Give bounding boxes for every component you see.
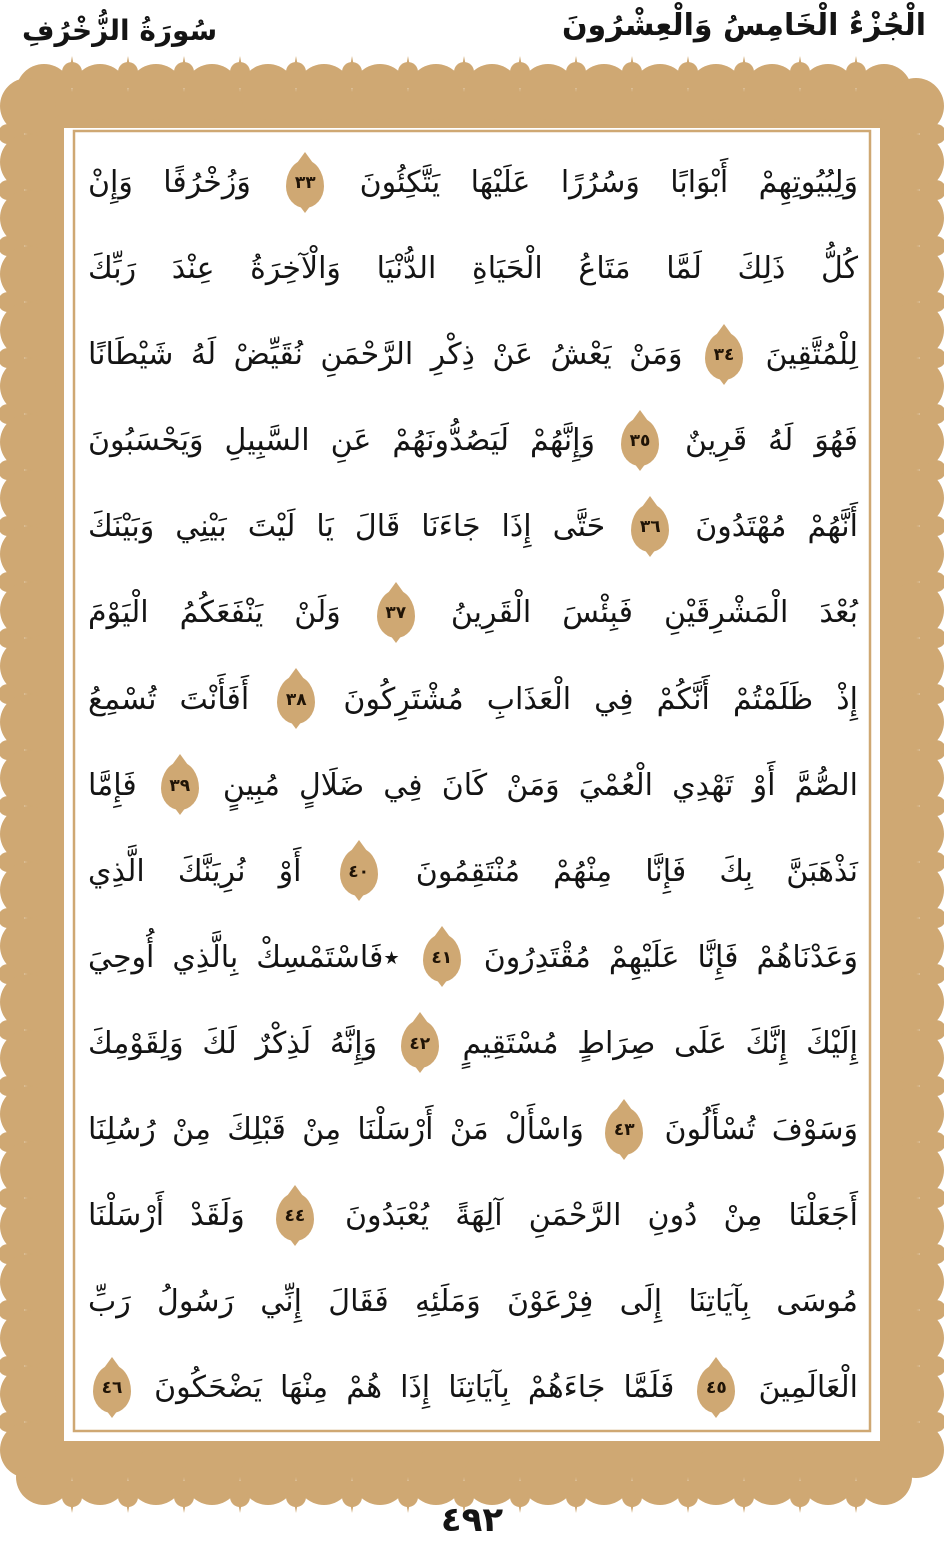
ayah-text: وَلَقَدْ أَرْسَلْنَا xyxy=(88,1198,245,1234)
quran-line xyxy=(88,829,858,915)
ayah-end-marker xyxy=(631,504,669,552)
ayah-text: كُلُّ ذَلِكَ لَمَّا مَتَاعُ الْحَيَاةِ الدُّنْيَا وَالْآخِرَةُ عِنْدَ رَبِّكَ xyxy=(88,251,858,287)
ayah-text: أَفَأَنْتَ تُسْمِعُ xyxy=(88,681,250,717)
ayah-end-marker xyxy=(377,590,415,638)
ayah-text: وَعَدْنَاهُمْ فَإِنَّا عَلَيْهِمْ مُقْتَدِرُونَ xyxy=(483,939,858,975)
quran-line xyxy=(88,1173,858,1259)
ayah-text: مُوسَى بِآيَاتِنَا إِلَى فِرْعَوْنَ وَمَلَئِهِ فَقَالَ إِنِّي رَسُولُ رَبِّ xyxy=(88,1284,858,1320)
quran-line xyxy=(88,1259,858,1345)
ayah-number: ٣٦ xyxy=(639,517,661,538)
ayah-number: ٣٤ xyxy=(713,345,735,366)
ayah-number: ٤٢ xyxy=(409,1033,431,1054)
ayah-number: ٤٦ xyxy=(101,1378,123,1399)
ayah-text: وَإِنَّهُمْ لَيَصُدُّونَهُمْ عَنِ السَّبِيلِ وَيَحْسَبُونَ xyxy=(88,423,595,459)
quran-line xyxy=(88,743,858,829)
ayah-end-marker xyxy=(705,332,743,380)
ayah-end-marker xyxy=(697,1365,735,1413)
quran-line xyxy=(88,570,858,656)
ayah-end-marker xyxy=(276,1193,314,1241)
quran-line xyxy=(88,140,858,226)
quran-line xyxy=(88,657,858,743)
ayah-end-marker xyxy=(340,848,378,896)
quran-line xyxy=(88,1087,858,1173)
ayah-number: ٣٩ xyxy=(169,775,191,796)
ayah-end-marker xyxy=(605,1107,643,1155)
juz-header: الْجُزْءُ الْخَامِسُ وَالْعِشْرُونَ xyxy=(561,8,926,43)
ayah-text: بُعْدَ الْمَشْرِقَيْنِ فَبِئْسَ الْقَرِينُ xyxy=(450,595,858,631)
ayah-number: ٣٣ xyxy=(294,173,316,193)
ayah-text: أَنَّهُمْ مُهْتَدُونَ xyxy=(695,509,858,545)
ayah-text: فَهُوَ لَهُ قَرِينٌ xyxy=(684,423,858,459)
quran-line xyxy=(88,1345,858,1431)
ayah-text: وَزُخْرُفًا وَإِنْ xyxy=(88,165,251,200)
ayah-text: إِذْ ظَلَمْتُمْ أَنَّكُمْ فِي الْعَذَابِ مُشْتَرِكُونَ xyxy=(343,681,858,717)
ayah-end-marker xyxy=(401,1020,439,1068)
ayah-text: لِلْمُتَّقِينَ xyxy=(765,337,858,373)
ayah-text: إِلَيْكَ إِنَّكَ عَلَى صِرَاطٍ مُسْتَقِيمٍ xyxy=(462,1025,858,1061)
quran-line xyxy=(88,915,858,1001)
ayah-text: الصُّمَّ أَوْ تَهْدِي الْعُمْيَ وَمَنْ كَانَ فِي ضَلَالٍ مُبِينٍ xyxy=(222,767,858,803)
ayah-text: وَلِبُيُوتِهِمْ أَبْوَابًا وَسُرُرًا عَلَيْهَا يَتَّكِئُونَ xyxy=(359,165,858,200)
ayah-text: أَجَعَلْنَا مِنْ دُونِ الرَّحْمَنِ آلِهَةً يُعْبَدُونَ xyxy=(344,1198,858,1234)
ayah-number: ٤١ xyxy=(431,947,453,968)
ayah-end-marker xyxy=(286,160,324,208)
quran-text-block xyxy=(88,140,858,1432)
ayah-number: ٤٣ xyxy=(613,1120,635,1141)
ayah-text: فَإِمَّا xyxy=(88,767,137,803)
ayah-number: ٣٨ xyxy=(285,689,307,710)
page-number: ٤٩٢ xyxy=(440,1500,504,1540)
ayah-number: ٤٠ xyxy=(348,861,370,882)
ayah-number: ٤٥ xyxy=(706,1378,727,1399)
ayah-end-marker xyxy=(277,676,315,724)
quran-line xyxy=(88,1001,858,1087)
ayah-end-marker xyxy=(93,1365,131,1413)
ayah-text: أَوْ نُرِيَنَّكَ الَّذِي xyxy=(88,853,302,889)
quran-line xyxy=(88,226,858,312)
quran-line xyxy=(88,312,858,398)
quran-line xyxy=(88,398,858,484)
ayah-text: وَلَنْ يَنْفَعَكُمُ الْيَوْمَ xyxy=(88,595,341,631)
ayah-text: فَلَمَّا جَاءَهُمْ بِآيَاتِنَا إِذَا هُمْ مِنْهَا يَضْحَكُونَ xyxy=(154,1370,675,1406)
ayah-text: حَتَّى إِذَا جَاءَنَا قَالَ يَا لَيْتَ بَيْنِي وَبَيْنَكَ xyxy=(88,509,606,545)
ayah-text: وَمَنْ يَعْشُ عَنْ ذِكْرِ الرَّحْمَنِ نُقَيِّضْ لَهُ شَيْطَانًا xyxy=(88,337,683,373)
ayah-number: ٣٧ xyxy=(385,603,407,624)
surah-header: سُورَةُ الزُّخْرُفِ xyxy=(22,14,218,47)
ayah-number: ٤٤ xyxy=(284,1206,306,1227)
ayah-text: الْعَالَمِينَ xyxy=(758,1370,858,1406)
ayah-end-marker xyxy=(621,418,659,466)
ayah-text: ٭فَاسْتَمْسِكْ بِالَّذِي أُوحِيَ xyxy=(88,939,400,975)
ayah-number: ٣٥ xyxy=(629,431,651,452)
ayah-text: نَذْهَبَنَّ بِكَ فَإِنَّا مِنْهُمْ مُنْتَقِمُونَ xyxy=(415,853,858,889)
ayah-text: وَسَوْفَ تُسْأَلُونَ xyxy=(664,1112,858,1148)
ayah-end-marker xyxy=(161,762,199,810)
quran-line xyxy=(88,484,858,570)
ayah-text: وَاسْأَلْ مَنْ أَرْسَلْنَا مِنْ قَبْلِكَ مِنْ رُسُلِنَا xyxy=(88,1112,584,1148)
ayah-text: وَإِنَّهُ لَذِكْرٌ لَكَ وَلِقَوْمِكَ xyxy=(88,1025,378,1061)
ayah-end-marker xyxy=(423,934,461,982)
